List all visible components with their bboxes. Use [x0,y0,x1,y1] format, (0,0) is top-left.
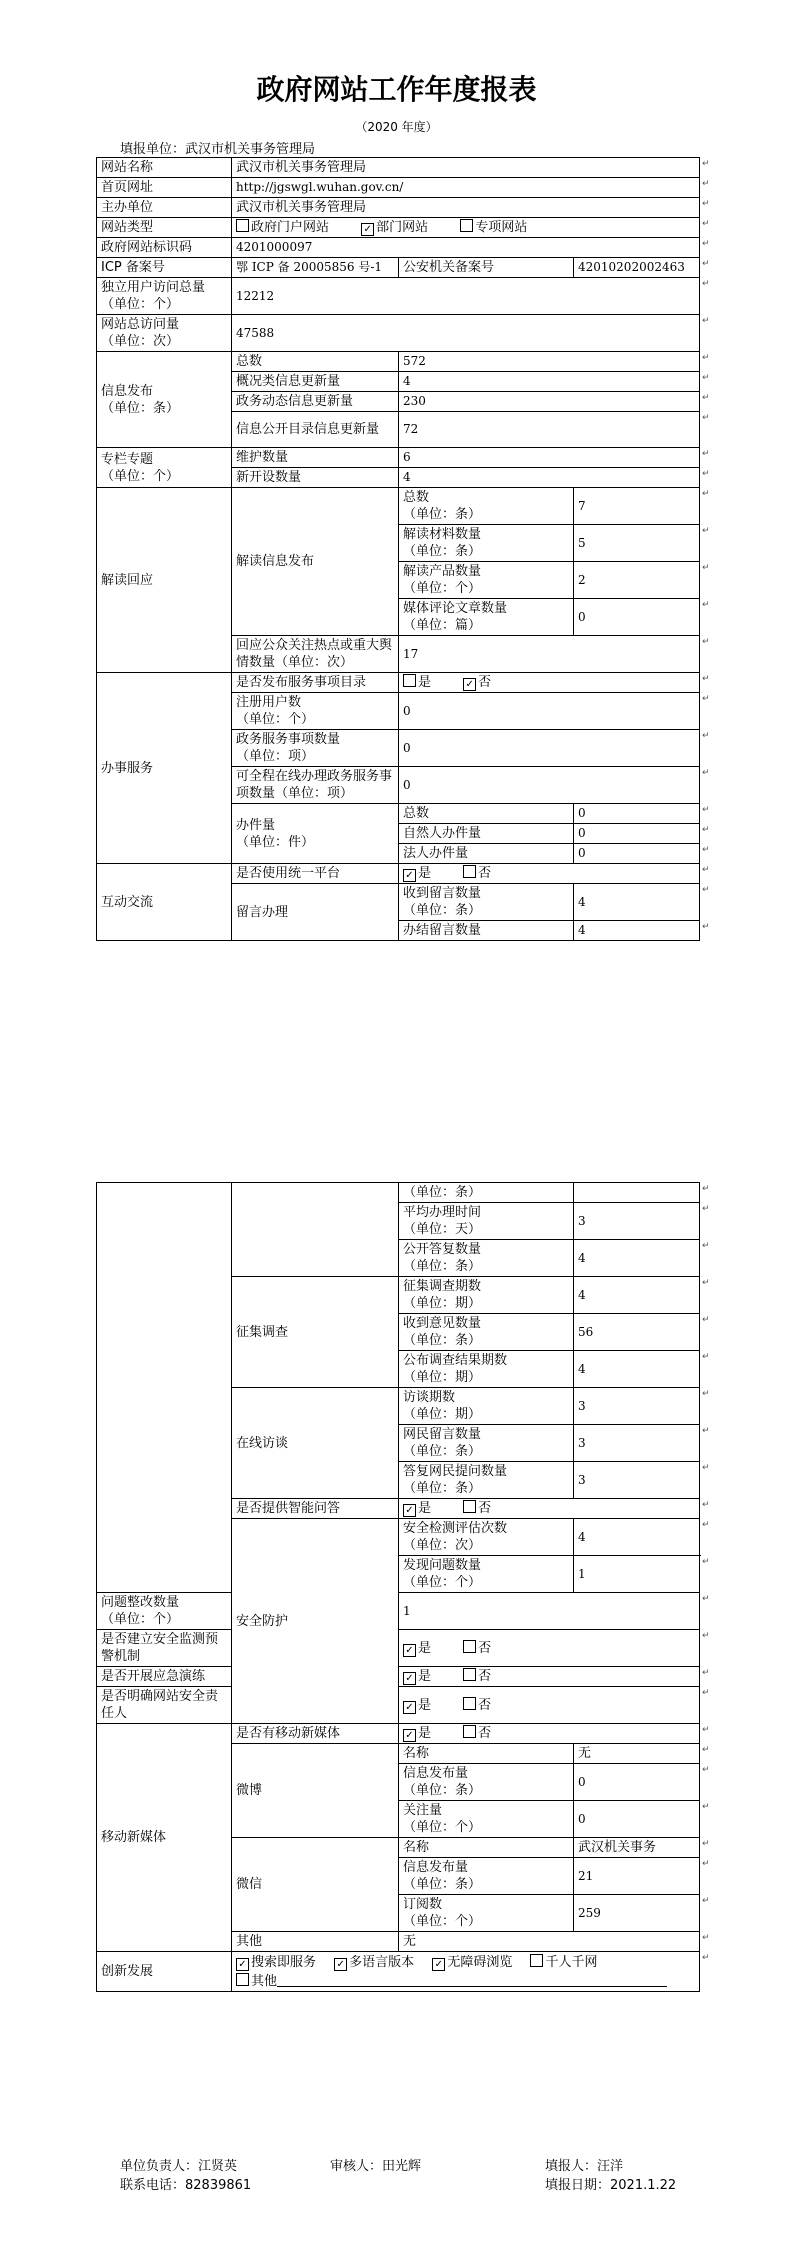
psb-value: 42010202002463 [574,258,700,278]
survey-label: 征集调查 [232,1277,399,1388]
sec-eval-label: 安全检测评估次数 （单位：次） [399,1519,574,1556]
smart-qa-no-label: 否 [478,1501,492,1516]
sec-issues-label: 发现问题数量 （单位：个） [399,1556,574,1593]
inter-label: 互动交流 [97,864,232,941]
row-end-mark: ↵ [702,1952,710,1963]
weibo-label: 微博 [232,1744,399,1838]
sec-monitor-yes-label: 是 [418,1640,432,1656]
sec-label: 安全防护 [232,1519,399,1724]
inter-msg-done-label: 办结留言数量 [399,921,574,941]
survey-periods-label: 征集调查期数 （单位：期） [399,1277,574,1314]
survey-results-value: 4 [574,1351,700,1388]
row-end-mark: ↵ [702,921,710,932]
innov-label: 创新发展 [97,1952,232,1992]
smart-qa-yes-checkbox[interactable]: ✓ [403,1504,416,1517]
row-end-mark: ↵ [702,258,710,269]
inter-platform-options [399,864,700,884]
sec-resp-label: 是否明确网站安全责任人 [97,1687,232,1724]
mob-has-no-checkbox[interactable] [463,1725,476,1738]
column-label: 专栏专题 （单位：个） [97,448,232,488]
row-end-mark: ↵ [702,1687,710,1698]
column-maint-value: 6 [399,448,700,468]
row-end-mark: ↵ [702,158,710,169]
report-table-page-2 [96,1182,700,1992]
inter-msg-recv-value: 4 [574,884,700,921]
row-end-mark: ↵ [702,1183,710,1194]
survey-opinions-label: 收到意见数量 （单位：条） [399,1314,574,1351]
home-url-value: http://jgswgl.wuhan.gov.cn/ [232,178,700,198]
interp-hot-value: 17 [399,636,700,673]
filler-unit: 填报单位：武汉市机关事务管理局 [120,142,316,157]
row-end-mark: ↵ [702,1519,710,1530]
sec-drill-no-label: 否 [478,1669,492,1684]
interview-label: 在线访谈 [232,1388,399,1499]
interp-product-value: 2 [574,562,700,599]
row-end-mark: ↵ [702,315,710,326]
sponsor-label: 主办单位 [97,198,232,218]
row-end-mark: ↵ [702,673,710,684]
inter-msg-label: 留言办理 [232,884,399,941]
info-dynamic-label: 政务动态信息更新量 [232,392,399,412]
innov-search-checkbox[interactable]: ✓ [236,1958,249,1971]
mob-has-yes-label: 是 [418,1726,432,1741]
uv-label: 独立用户访问总量 （单位：个） [97,278,232,315]
site-name-label: 网站名称 [97,158,232,178]
footer-date: 填报日期：2021.1.22 [545,2178,677,2193]
site-id-label: 政府网站标识码 [97,238,232,258]
row-end-mark: ↵ [702,824,710,835]
row-end-mark: ↵ [702,1462,710,1473]
row-end-mark: ↵ [702,562,710,573]
inter-msg-continued [232,1183,399,1277]
wechat-subs-value: 259 [574,1895,700,1932]
row-end-mark: ↵ [702,636,710,647]
sec-monitor-yes-checkbox[interactable]: ✓ [403,1644,416,1657]
svc-reg-label: 注册用户数 （单位：个） [232,693,399,730]
svc-cases-total-label: 总数 [399,804,574,824]
mob-has-no-label: 否 [478,1726,492,1741]
smart-qa-label: 是否提供智能问答 [232,1499,399,1519]
site-type-dept-label: 部门网站 [376,220,429,235]
svc-online-value: 0 [399,767,700,804]
report-year: （2020 年度） [355,120,438,134]
interp-material-value: 5 [574,525,700,562]
svc-dir-no-label: 否 [478,675,492,690]
svc-cases-legal-value: 0 [574,844,700,864]
inter-label-continued [97,1183,232,1593]
sec-resp-yes-label: 是 [418,1697,432,1713]
mob-label: 移动新媒体 [97,1724,232,1952]
innov-personal-checkbox[interactable] [530,1954,543,1967]
row-end-mark: ↵ [702,1764,710,1775]
report-table-page-1 [96,157,700,941]
sec-monitor-options [399,1630,700,1667]
row-end-mark: ↵ [702,1630,710,1641]
interp-product-label: 解读产品数量 （单位：个） [399,562,574,599]
interview-replies-label: 答复网民提问数量 （单位：条） [399,1462,574,1499]
row-end-mark: ↵ [702,448,710,459]
wechat-subs-label: 订阅数 （单位：个） [399,1895,574,1932]
report-title: 政府网站工作年度报表 [256,73,537,106]
info-overview-label: 概况类信息更新量 [232,372,399,392]
survey-opinions-value: 56 [574,1314,700,1351]
cont-unit-value [574,1183,700,1203]
svc-online-label: 可全程在线办理政务服务事项数量（单位：项） [232,767,399,804]
sec-resp-yes-checkbox[interactable]: ✓ [403,1701,416,1714]
row-end-mark: ↵ [702,1801,710,1812]
sec-resp-options [399,1687,700,1724]
innov-other-label: 其他 [251,1973,278,1989]
wechat-name-label: 名称 [399,1838,574,1858]
row-end-mark: ↵ [702,1388,710,1399]
footer-reviewer: 审核人：田光辉 [330,2159,422,2174]
column-maint-label: 维护数量 [232,448,399,468]
site-type-options [232,218,700,238]
info-total-value: 572 [399,352,700,372]
site-type-portal-checkbox[interactable] [236,219,249,232]
avg-time-value: 3 [574,1203,700,1240]
row-end-mark: ↵ [702,412,710,423]
row-end-mark: ↵ [702,1858,710,1869]
row-end-mark: ↵ [702,1895,710,1906]
svc-items-value: 0 [399,730,700,767]
icp-value: 鄂 ICP 备 20005856 号-1 [232,258,399,278]
wechat-posts-label: 信息发布量 （单位：条） [399,1858,574,1895]
svc-dir-label: 是否发布服务事项目录 [232,673,399,693]
sec-fixed-value: 1 [399,1593,700,1630]
row-end-mark: ↵ [702,1203,710,1214]
info-total-label: 总数 [232,352,399,372]
innov-search-label: 搜索即服务 [251,1954,317,1970]
interp-material-label: 解读材料数量 （单位：条） [399,525,574,562]
inter-platform-no-checkbox[interactable] [463,865,476,878]
interp-media-label: 媒体评论文章数量 （单位：篇） [399,599,574,636]
smart-qa-options [399,1499,700,1519]
mob-has-yes-checkbox[interactable]: ✓ [403,1729,416,1742]
interp-label: 解读回应 [97,488,232,673]
interview-periods-label: 访谈期数 （单位：期） [399,1388,574,1425]
sec-drill-no-checkbox[interactable] [463,1668,476,1681]
inter-platform-no-label: 否 [478,866,492,881]
interview-periods-value: 3 [574,1388,700,1425]
svc-dir-yes-checkbox[interactable] [403,674,416,687]
footer-filler: 填报人：汪洋 [545,2159,624,2174]
interview-msgs-label: 网民留言数量 （单位：条） [399,1425,574,1462]
psb-label: 公安机关备案号 [399,258,574,278]
row-end-mark: ↵ [702,468,710,479]
inter-platform-label: 是否使用统一平台 [232,864,399,884]
avg-time-label: 平均办理时间 （单位：天） [399,1203,574,1240]
sec-monitor-label: 是否建立安全监测预警机制 [97,1630,232,1667]
innov-accessible-checkbox[interactable]: ✓ [432,1958,445,1971]
row-end-mark: ↵ [702,884,710,895]
smart-qa-no-checkbox[interactable] [463,1500,476,1513]
interp-media-value: 0 [574,599,700,636]
svc-cases-label: 办件量 （单位：件） [232,804,399,864]
weibo-posts-label: 信息发布量 （单位：条） [399,1764,574,1801]
site-type-special-checkbox[interactable] [460,219,473,232]
svc-cases-legal-label: 法人办件量 [399,844,574,864]
inter-msg-done-value: 4 [574,921,700,941]
row-end-mark: ↵ [702,1556,710,1567]
public-reply-value: 4 [574,1240,700,1277]
sec-drill-options [399,1667,700,1687]
row-end-mark: ↵ [702,1593,710,1604]
site-type-dept-checkbox[interactable]: ✓ [361,223,374,236]
column-new-label: 新开设数量 [232,468,399,488]
svc-dir-yes-label: 是 [418,675,432,690]
row-end-mark: ↵ [702,1744,710,1755]
innov-multilang-label: 多语言版本 [349,1954,415,1970]
row-end-mark: ↵ [702,488,710,499]
row-end-mark: ↵ [702,392,710,403]
sec-drill-yes-checkbox[interactable]: ✓ [403,1672,416,1685]
icp-label: ICP 备案号 [97,258,232,278]
row-end-mark: ↵ [702,693,710,704]
row-end-mark: ↵ [702,1499,710,1510]
pv-label: 网站总访问量 （单位：次） [97,315,232,352]
weibo-follow-label: 关注量 （单位：个） [399,1801,574,1838]
inter-platform-yes-label: 是 [418,866,432,881]
svc-cases-total-value: 0 [574,804,700,824]
site-id-value: 4201000097 [232,238,700,258]
public-reply-label: 公开答复数量 （单位：条） [399,1240,574,1277]
row-end-mark: ↵ [702,372,710,383]
weibo-follow-value: 0 [574,1801,700,1838]
innov-other-checkbox[interactable] [236,1973,249,1986]
interp-pub-label: 解读信息发布 [232,488,399,636]
site-name-value: 武汉市机关事务管理局 [232,158,700,178]
inter-platform-yes-checkbox[interactable]: ✓ [403,869,416,882]
interp-total-value: 7 [574,488,700,525]
wechat-label: 微信 [232,1838,399,1932]
info-open-value: 72 [399,412,700,448]
row-end-mark: ↵ [702,278,710,289]
sec-monitor-no-checkbox[interactable] [463,1640,476,1653]
innov-accessible-label: 无障碍浏览 [447,1954,513,1970]
svc-cases-person-value: 0 [574,824,700,844]
survey-periods-value: 4 [574,1277,700,1314]
svc-cases-person-label: 自然人办件量 [399,824,574,844]
sec-drill-yes-label: 是 [418,1669,432,1684]
row-end-mark: ↵ [702,844,710,855]
interview-msgs-value: 3 [574,1425,700,1462]
svc-reg-value: 0 [399,693,700,730]
info-open-label: 信息公开目录信息更新量 [232,412,399,448]
site-type-special-label: 专项网站 [475,220,528,235]
row-end-mark: ↵ [702,1932,710,1943]
row-end-mark: ↵ [702,1425,710,1436]
sec-issues-value: 1 [574,1556,700,1593]
mob-has-label: 是否有移动新媒体 [232,1724,399,1744]
weibo-name-value: 无 [574,1744,700,1764]
sec-resp-no-checkbox[interactable] [463,1697,476,1710]
smart-qa-yes-label: 是 [418,1501,432,1516]
row-end-mark: ↵ [702,730,710,741]
sec-eval-value: 4 [574,1519,700,1556]
row-end-mark: ↵ [702,1277,710,1288]
innov-multilang-checkbox[interactable]: ✓ [334,1958,347,1971]
row-end-mark: ↵ [702,1240,710,1251]
row-end-mark: ↵ [702,352,710,363]
inter-msg-recv-label: 收到留言数量 （单位：条） [399,884,574,921]
mob-has-options [399,1724,700,1744]
svc-items-label: 政务服务事项数量 （单位：项） [232,730,399,767]
row-end-mark: ↵ [702,198,710,209]
info-dynamic-value: 230 [399,392,700,412]
pv-value: 47588 [232,315,700,352]
row-end-mark: ↵ [702,218,710,229]
weibo-name-label: 名称 [399,1744,574,1764]
svc-dir-no-checkbox[interactable]: ✓ [463,678,476,691]
sec-monitor-no-label: 否 [478,1640,492,1656]
other-value: 无 [399,1932,700,1952]
column-new-value: 4 [399,468,700,488]
row-end-mark: ↵ [702,178,710,189]
sponsor-value: 武汉市机关事务管理局 [232,198,700,218]
row-end-mark: ↵ [702,1314,710,1325]
row-end-mark: ↵ [702,864,710,875]
wechat-posts-value: 21 [574,1858,700,1895]
uv-value: 12212 [232,278,700,315]
row-end-mark: ↵ [702,1724,710,1735]
innov-other-blank[interactable] [277,1974,667,1987]
info-overview-value: 4 [399,372,700,392]
row-end-mark: ↵ [702,1838,710,1849]
site-type-label: 网站类型 [97,218,232,238]
svc-label: 办事服务 [97,673,232,864]
wechat-name-value: 武汉机关事务 [574,1838,700,1858]
interp-total-label: 总数 （单位：条） [399,488,574,525]
row-end-mark: ↵ [702,804,710,815]
sec-fixed-label: 问题整改数量 （单位：个） [97,1593,232,1630]
sec-drill-label: 是否开展应急演练 [97,1667,232,1687]
row-end-mark: ↵ [702,1667,710,1678]
row-end-mark: ↵ [702,767,710,778]
footer-phone: 联系电话：82839861 [120,2178,252,2193]
home-url-label: 首页网址 [97,178,232,198]
row-end-mark: ↵ [702,238,710,249]
interview-replies-value: 3 [574,1462,700,1499]
info-label: 信息发布 （单位：条） [97,352,232,448]
interp-hot-label: 回应公众关注热点或重大舆情数量（单位：次） [232,636,399,673]
weibo-posts-value: 0 [574,1764,700,1801]
sec-resp-no-label: 否 [478,1697,492,1713]
footer-head: 单位负责人：江贤英 [120,2159,238,2174]
innov-personal-label: 千人千网 [545,1954,598,1970]
other-label: 其他 [232,1932,399,1952]
row-end-mark: ↵ [702,1351,710,1362]
innov-options [232,1952,700,1992]
svc-dir-options [399,673,700,693]
row-end-mark: ↵ [702,525,710,536]
row-end-mark: ↵ [702,599,710,610]
survey-results-label: 公布调查结果期数 （单位：期） [399,1351,574,1388]
site-type-portal-label: 政府门户网站 [251,220,330,235]
cont-unit-label: （单位：条） [399,1183,574,1203]
